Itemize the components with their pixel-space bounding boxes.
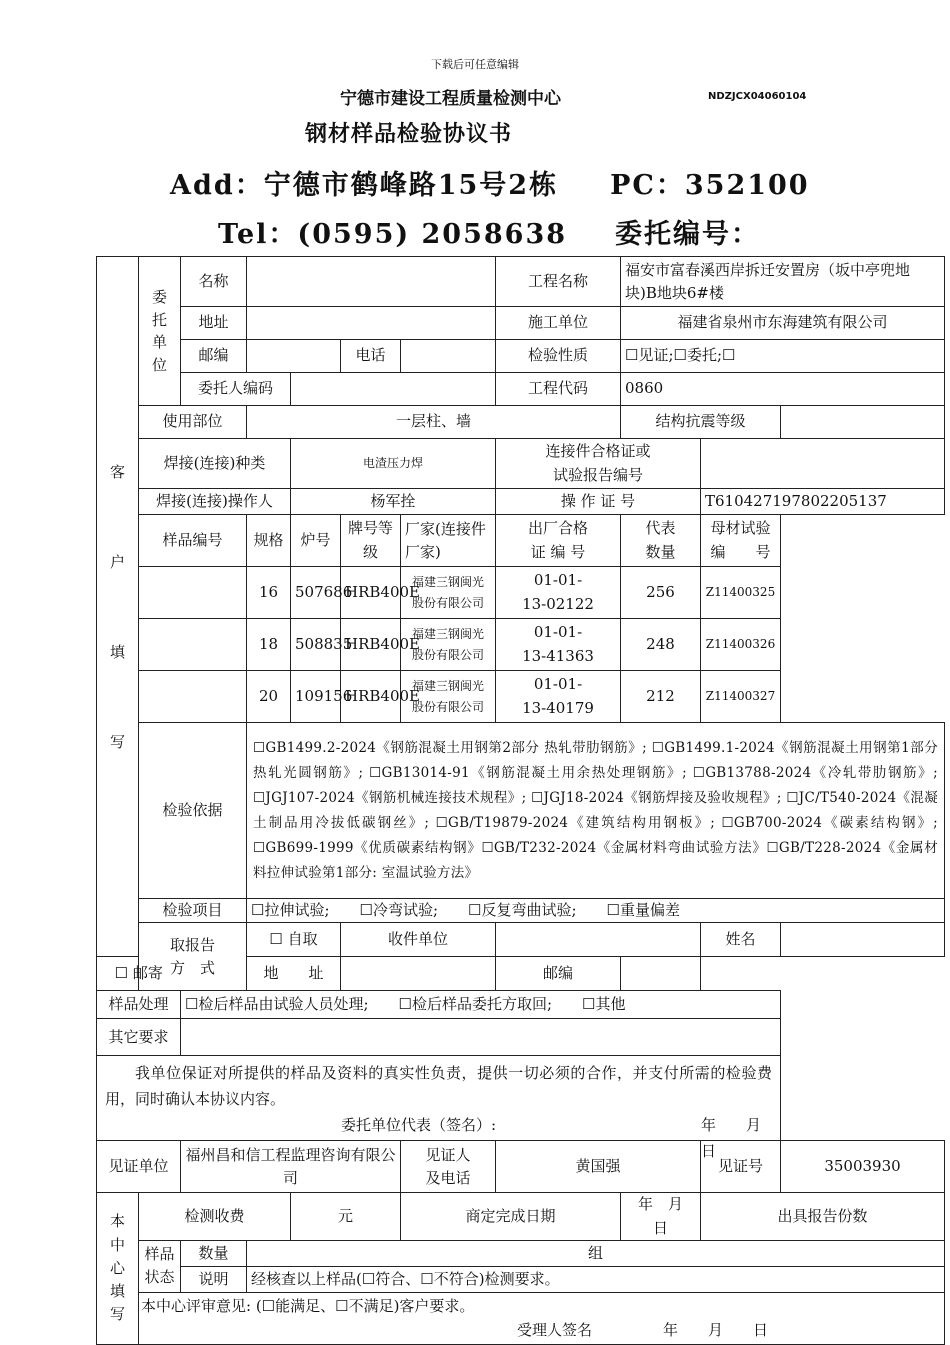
witness-unit-value[interactable]: 福州昌和信工程监理咨询有限公司 [181, 1141, 401, 1193]
disposal-label: 样品处理 [97, 991, 181, 1019]
complete-date-value[interactable]: 年 月 日 [621, 1193, 701, 1241]
client-sign-label: 委托单位代表（签名）: [341, 1116, 497, 1135]
witness-person-value[interactable]: 黄国强 [496, 1141, 701, 1193]
address-line [170, 163, 810, 202]
spec[interactable]: 18 [247, 619, 291, 671]
client-code-value[interactable] [291, 373, 496, 406]
seismic-label: 结构抗震等级 [621, 406, 781, 439]
org-name: 宁德市建设工程质量检测中心 [340, 89, 561, 109]
witness-no-label: 见证号 [701, 1141, 781, 1193]
client-sign-date: 年 月 日 [701, 1116, 792, 1161]
recv-unit-label: 收件单位 [341, 923, 496, 957]
spec-header: 规格 [247, 515, 291, 567]
project-code-value[interactable]: 0860 [621, 373, 945, 406]
furnace-no[interactable]: 109156 [291, 671, 341, 723]
project-code-label: 工程代码 [496, 373, 621, 406]
usage-part-label: 使用部位 [139, 406, 247, 439]
table-row [97, 671, 945, 723]
recv-name-value[interactable] [781, 923, 945, 957]
tel-line [218, 212, 760, 251]
witness-unit-label: 见证单位 [97, 1141, 181, 1193]
operator-label: 焊接(连接)操作人 [139, 489, 291, 515]
weld-type-value[interactable]: 电渣压力焊 [291, 439, 496, 489]
spec[interactable]: 16 [247, 567, 291, 619]
tel: Tel：(0595) 2058638 [218, 219, 568, 250]
base-test-no[interactable]: Z11400325 [701, 567, 781, 619]
recv-zip-label: 邮编 [496, 957, 621, 991]
receiver-date: 年 月 日 [663, 1321, 769, 1340]
builder-label: 施工单位 [496, 307, 621, 340]
furnace-header: 炉号 [291, 515, 341, 567]
complete-date-label: 商定完成日期 [401, 1193, 621, 1241]
sample-no[interactable] [139, 619, 247, 671]
disposal-value[interactable]: ☐检后样品由试验人员处理; ☐检后样品委托方取回; ☐其他 [181, 991, 781, 1019]
phone-label: 电话 [341, 340, 401, 373]
nature-value[interactable]: ☐见证;☐委托;☐ [621, 340, 945, 373]
quantity[interactable]: 248 [621, 619, 701, 671]
grade[interactable]: HRB400E [341, 671, 401, 723]
base-header: 母材试验 编 号 [701, 515, 781, 567]
grade[interactable]: HRB400E [341, 619, 401, 671]
nature-label: 检验性质 [496, 340, 621, 373]
zip-value[interactable] [247, 340, 341, 373]
basis-label: 检验依据 [139, 723, 247, 899]
center-fill-label: 本 中 心 填 写 [97, 1193, 139, 1345]
sample-no[interactable] [139, 671, 247, 723]
items-label: 检验项目 [139, 899, 247, 923]
fee-unit[interactable]: 元 [291, 1193, 401, 1241]
sample-no-header: 样品编号 [139, 515, 247, 567]
witness-person-label: 见证人 及电话 [401, 1141, 496, 1193]
review-text[interactable]: 本中心评审意见: (☐能满足、☐不满足)客户要求。 [141, 1297, 475, 1316]
entrust-no-label: 委托编号： [615, 219, 761, 250]
cert-no[interactable]: 01-01- 13-41363 [496, 619, 621, 671]
address-value[interactable] [247, 307, 496, 340]
cert-no[interactable]: 01-01- 13-40179 [496, 671, 621, 723]
other-label: 其它要求 [97, 1019, 181, 1056]
spec[interactable]: 20 [247, 671, 291, 723]
address-label: 地址 [181, 307, 247, 340]
recv-name-label: 姓名 [701, 923, 781, 957]
maker[interactable]: 福建三钢闽光 股份有限公司 [401, 671, 496, 723]
project-name-value[interactable]: 福安市富春溪西岸拆迁安置房（坂中亭兜地块)B地块6#楼 [621, 257, 945, 307]
items-value[interactable]: ☐拉伸试验; ☐冷弯试验; ☐反复弯曲试验; ☐重量偏差 [247, 899, 945, 923]
doc-code: NDZJCX04060104 [708, 91, 807, 102]
usage-part-value[interactable]: 一层柱、墙 [247, 406, 621, 439]
builder-value[interactable]: 福建省泉州市东海建筑有限公司 [621, 307, 945, 340]
address: Add：宁德市鹤峰路15号2栋 [170, 170, 559, 201]
doc-title: 钢材样品检验协议书 [305, 122, 513, 147]
cert-no[interactable]: 01-01- 13-02122 [496, 567, 621, 619]
project-name-label: 工程名称 [496, 257, 621, 307]
furnace-no[interactable]: 508835 [291, 619, 341, 671]
recv-zip-value[interactable] [621, 957, 701, 991]
sample-desc-value[interactable]: 经核查以上样品(☐符合、☐不符合)检测要求。 [247, 1266, 945, 1292]
postcode: PC：352100 [610, 170, 810, 201]
fee-label: 检测收费 [139, 1193, 291, 1241]
guarantee-block [97, 1056, 792, 1161]
seismic-value[interactable] [781, 406, 945, 439]
guarantee-text: 我单位保证对所提供的样品及资料的真实性负责，提供一切必须的合作，并支付所需的检验费用，同时确认本协议内容。 [105, 1064, 772, 1109]
furnace-no[interactable]: 507686 [291, 567, 341, 619]
recv-addr-value[interactable] [341, 957, 496, 991]
op-cert-label: 操 作 证 号 [496, 489, 701, 515]
grade[interactable]: HRB400E [341, 567, 401, 619]
other-value[interactable] [181, 1019, 781, 1056]
phone-value[interactable] [401, 340, 496, 373]
table-row [97, 567, 945, 619]
zip-label: 邮编 [181, 340, 247, 373]
review-block [139, 1292, 945, 1344]
op-cert-value[interactable]: T610427197802205137 [701, 489, 945, 515]
maker[interactable]: 福建三钢闽光 股份有限公司 [401, 619, 496, 671]
report-mail-option[interactable]: ☐ 邮寄 [97, 957, 181, 991]
sample-state-label: 样品 状态 [139, 1240, 181, 1292]
sample-qty-label: 数量 [181, 1240, 247, 1266]
base-test-no[interactable]: Z11400326 [701, 619, 781, 671]
maker-header: 厂家(连接件厂家) [401, 515, 496, 567]
customer-fill-label: 客 户 填 写 [97, 257, 139, 957]
name-label: 名称 [181, 257, 247, 307]
recv-addr-label: 地 址 [247, 957, 341, 991]
report-self-option[interactable]: ☐ 自取 [247, 923, 341, 957]
operator-value[interactable]: 杨军拴 [291, 489, 496, 515]
client-code-label: 委托人编码 [181, 373, 291, 406]
maker[interactable]: 福建三钢闽光 股份有限公司 [401, 567, 496, 619]
receiver-sign-label: 受理人签名 [517, 1321, 593, 1340]
sample-no[interactable] [139, 567, 247, 619]
cert-header: 出厂合格 证 编 号 [496, 515, 621, 567]
weld-cert-label: 连接件合格证或 试验报告编号 [496, 439, 701, 489]
client-section-label: 委 托 单 位 [139, 257, 181, 406]
top-note: 下载后可任意编辑 [431, 58, 519, 71]
quantity[interactable]: 256 [621, 567, 701, 619]
grade-header: 牌号等级 [341, 515, 401, 567]
witness-no-value[interactable]: 35003930 [781, 1141, 945, 1193]
recv-unit-value[interactable] [496, 923, 701, 957]
weld-cert-value[interactable] [701, 439, 945, 489]
qty-header: 代表 数量 [621, 515, 701, 567]
name-value[interactable] [247, 257, 496, 307]
base-test-no[interactable]: Z11400327 [701, 671, 781, 723]
table-row [97, 619, 945, 671]
copies-label: 出具报告份数 [701, 1193, 945, 1241]
report-method-label: 取报告 方 式 [139, 923, 247, 991]
weld-type-label: 焊接(连接)种类 [139, 439, 291, 489]
sample-desc-label: 说明 [181, 1266, 247, 1292]
basis-text[interactable]: ☐GB1499.2-2024《钢筋混凝土用钢第2部分 热轧带肋钢筋》; ☐GB1499.1-2024《钢筋混凝土用钢第1部分 热轧光圆钢筋》; ☐GB13014-91《钢筋混凝土用余热处理钢筋》; ☐GB13788-2024《冷轧带肋钢筋》; ☐JGJ107-2024《钢筋机械连接技术规程》; ☐JGJ18-2024《钢筋焊接及验收规程》; ☐JC/T540-2024《混凝土制品用冷拔低碳钢丝》; ☐GB/T19879-2024《建筑结构用钢板》; ☐GB700-2024《碳素结构钢》; ☐GB699-1999《优质碳素结构钢》☐GB/T232-2024《金属材料弯曲试验方法》☐GB/T228-2024《金属材料拉伸试验第1部分: 室温试验方法》 [247, 723, 945, 899]
agreement-form [96, 256, 945, 1345]
quantity[interactable]: 212 [621, 671, 701, 723]
sample-qty-value[interactable]: 组 [247, 1240, 945, 1266]
